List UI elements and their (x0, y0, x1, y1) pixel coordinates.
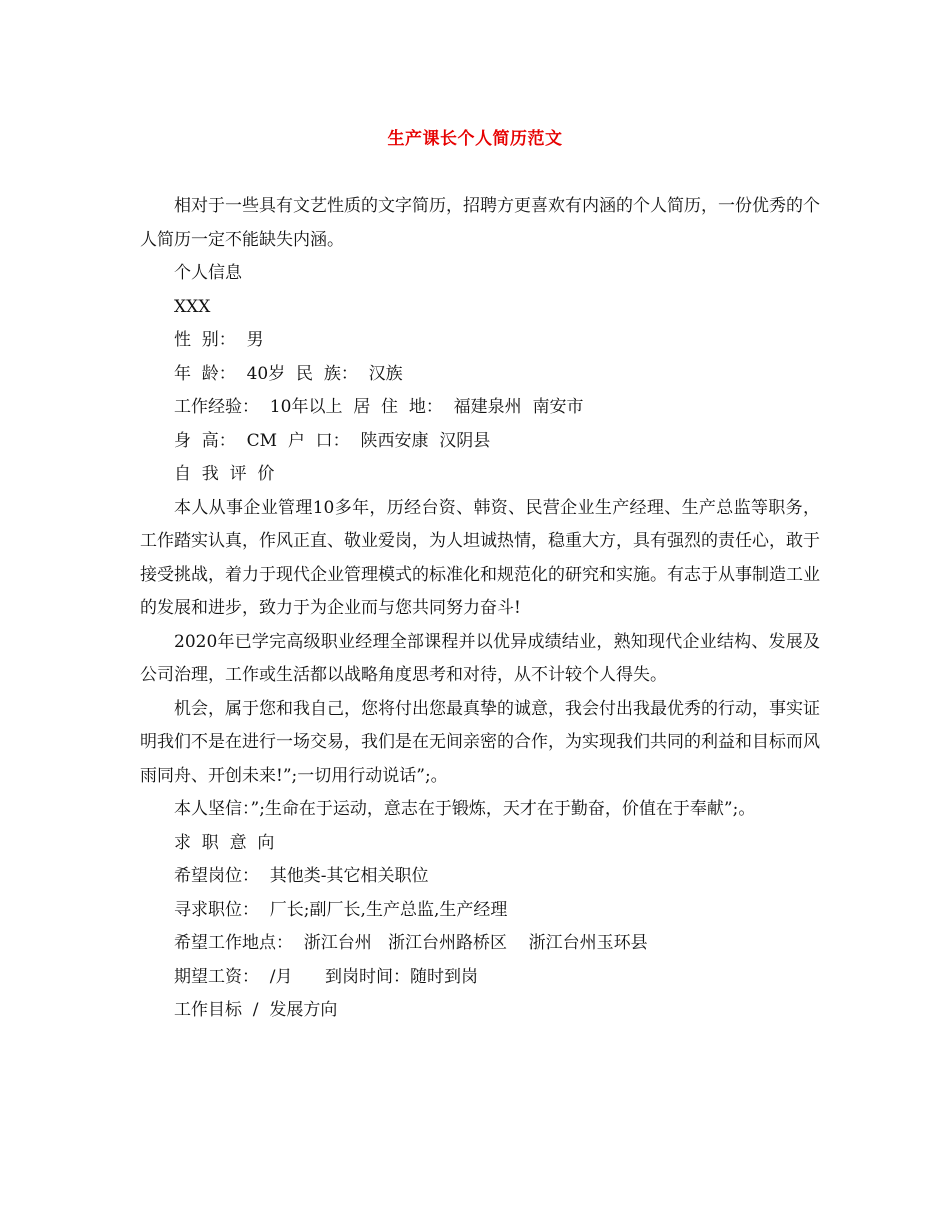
document-title: 生产课长个人简历范文 (387, 129, 563, 149)
self-evaluation-paragraph-3: 机会，属于您和我自己，您将付出您最真挚的诚意，我会付出我最优秀的行动，事实证明我们不是在进行一场交易，我们是在无间亲密的合作，为实现我们共同的利益和目标而风雨同舟、开创未来!”;一切用行动说话”;。 (140, 698, 820, 786)
desired-location-line: 希望工作地点： 浙江台州 浙江台州路桥区 浙江台州玉环县 (174, 933, 648, 953)
self-evaluation-paragraph-4: 本人坚信：”;生命在于运动，意志在于锻炼，天才在于勤奋，价值在于奉献”;。 (174, 799, 756, 819)
age-ethnicity-line: 年 龄： 40岁 民 族： 汉族 (174, 363, 403, 384)
intro-paragraph: 相对于一些具有文艺性质的文字简历，招聘方更喜欢有内涵的个人简历，一份优秀的个人简历一定不能缺失内涵。 (140, 196, 820, 250)
height-hukou-line: 身 高： CM 户 口： 陕西安康 汉阴县 (174, 430, 491, 451)
name-line: XXX (174, 296, 211, 317)
section-heading-job-intent: 求 职 意 向 (174, 832, 275, 853)
desired-position-line: 希望岗位： 其他类-其它相关职位 (174, 866, 429, 886)
document-body (140, 190, 820, 1028)
salary-availability-line: 期望工资： /月 到岗时间：随时到岗 (174, 966, 478, 987)
seek-position-line: 寻求职位： 厂长;副厂长,生产总监,生产经理 (174, 899, 508, 920)
self-evaluation-paragraph-1: 本人从事企业管理10多年，历经台资、韩资、民营企业生产经理、生产总监等职务，工作踏实认真，作风正直、敬业爱岗，为人坦诚热情，稳重大方，具有强烈的责任心，敢于接受挑战，着力于现代企业管理模式的标准化和规范化的研究和实施。有志于从事制造工业的发展和进步，致力于为企业而与您共同努力奋斗! (140, 497, 820, 618)
self-evaluation-paragraph-2: 2020年已学完高级职业经理全部课程并以优异成绩结业，熟知现代企业结构、发展及公司治理，工作或生活都以战略角度思考和对待，从不计较个人得失。 (140, 631, 820, 685)
gender-line: 性 别： 男 (174, 330, 264, 350)
section-heading-work-goal: 工作目标 / 发展方向 (174, 1000, 338, 1020)
section-heading-self-evaluation: 自 我 评 价 (174, 464, 275, 484)
section-heading-personal-info: 个人信息 (174, 263, 242, 283)
experience-residence-line: 工作经验： 10年以上 居 住 地： 福建泉州 南安市 (174, 397, 584, 417)
